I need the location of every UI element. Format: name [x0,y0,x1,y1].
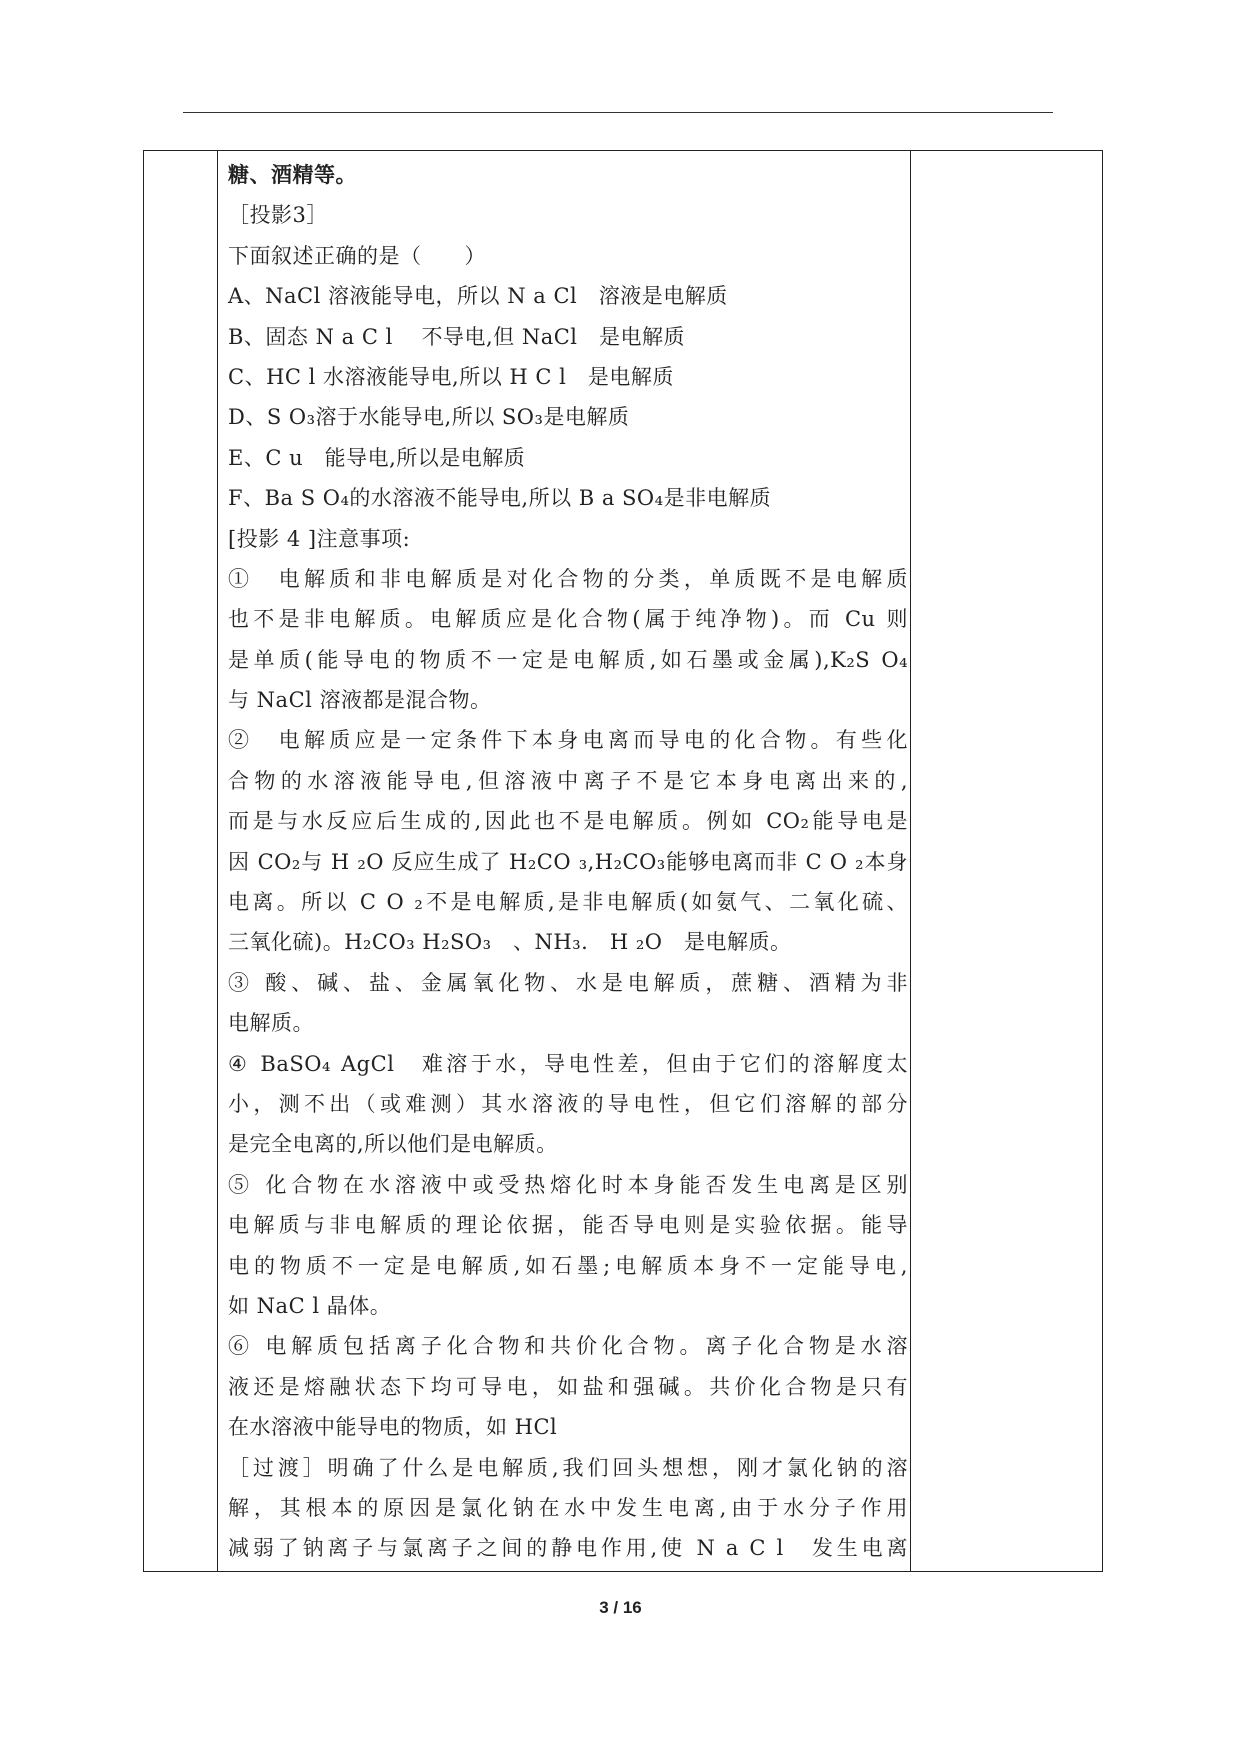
option-d: D、S O₃溶于水能导电,所以 SO₃是电解质 [228,405,630,430]
text-line: ③ 酸、碱、盐、金属氧化物、水是电解质，蔗糖、酒精为非 [228,970,908,995]
text-line: 电离。所以 C O ₂不是电解质,是非电解质(如氨气、二氧化硫、 [228,890,908,915]
text-line: ② 电解质应是一定条件下本身电离而导电的化合物。有些化 [228,728,908,753]
text-line: 合物的水溶液能导电,但溶液中离子不是它本身电离出来的, [228,768,908,793]
page-number: 3 / 16 [599,1598,642,1617]
option-e: E、C u 能导电,所以是电解质 [228,445,526,470]
option-a: A、NaCl 溶液能导电，所以 N a Cl 溶液是电解质 [228,284,728,309]
text-line: 如 NaC l 晶体。 [228,1293,392,1318]
text-line: ① 电解质和非电解质是对化合物的分类，单质既不是电解质 [228,566,908,591]
option-c: C、HC l 水溶液能导电,所以 H C l 是电解质 [228,364,674,389]
text-line: 而是与水反应后生成的,因此也不是电解质。例如 CO₂能导电是 [228,809,908,834]
text-line: ⑤ 化合物在水溶液中或受热熔化时本身能否发生电离是区别 [228,1172,908,1197]
text-line: 因 CO₂与 H ₂O 反应生成了 H₂CO ₃,H₂CO₃能够电离而非 C O ₂本身 [228,849,908,874]
column-divider-right [910,151,911,1571]
text-line: 糖、酒精等。 [228,163,357,187]
header-rule [183,112,1053,113]
lesson-table [143,150,1103,1572]
text-line: 电的物质不一定是电解质,如石墨;电解质本身不一定能导电, [228,1253,908,1278]
text-line: 减弱了钠离子与氯离子之间的静电作用,使 N a C l 发生电离 [228,1536,908,1561]
column-divider-left [217,151,218,1571]
text-line: 是完全电离的,所以他们是电解质。 [228,1132,558,1157]
text-line: 电解质。 [228,1011,314,1036]
text-line: 下面叙述正确的是（ ） [228,243,486,268]
text-line: 也不是非电解质。电解质应是化合物(属于纯净物)。而 Cu 则 [228,607,908,632]
text-line: [投影 4 ]注意事项: [228,526,411,551]
option-f: F、Ba S O₄的水溶液不能导电,所以 B a SO₄是非电解质 [228,486,772,511]
text-line: 在水溶液中能导电的物质，如 HCl [228,1415,558,1440]
text-line: ［投影3］ [228,203,328,228]
text-line: 解，其根本的原因是氯化钠在水中发生电离,由于水分子作用 [228,1495,908,1520]
text-line: ⑥ 电解质包括离子化合物和共价化合物。离子化合物是水溶 [228,1334,908,1359]
text-line: 液还是熔融状态下均可导电，如盐和强碱。共价化合物是只有 [228,1374,908,1399]
text-line: 小，测不出（或难测）其水溶液的导电性，但它们溶解的部分 [228,1091,908,1116]
text-line: 与 NaCl 溶液都是混合物。 [228,688,492,713]
text-line: ［过渡］明确了什么是电解质,我们回头想想，刚才氯化钠的溶 [228,1455,908,1480]
text-line: ④ BaSO₄ AgCl 难溶于水，导电性差，但由于它们的溶解度太 [228,1051,908,1076]
option-b: B、固态 N a C l 不导电,但 NaCl 是电解质 [228,324,686,349]
text-line: 是单质(能导电的物质不一定是电解质,如石墨或金属),K₂S O₄ [228,647,908,672]
lesson-content [228,155,908,1569]
text-line: 电解质与非电解质的理论依据，能否导电则是实验依据。能导 [228,1213,908,1238]
text-line: 三氧化硫)。H₂CO₃ H₂SO₃ 、NH₃. H ₂O 是电解质。 [228,930,792,955]
